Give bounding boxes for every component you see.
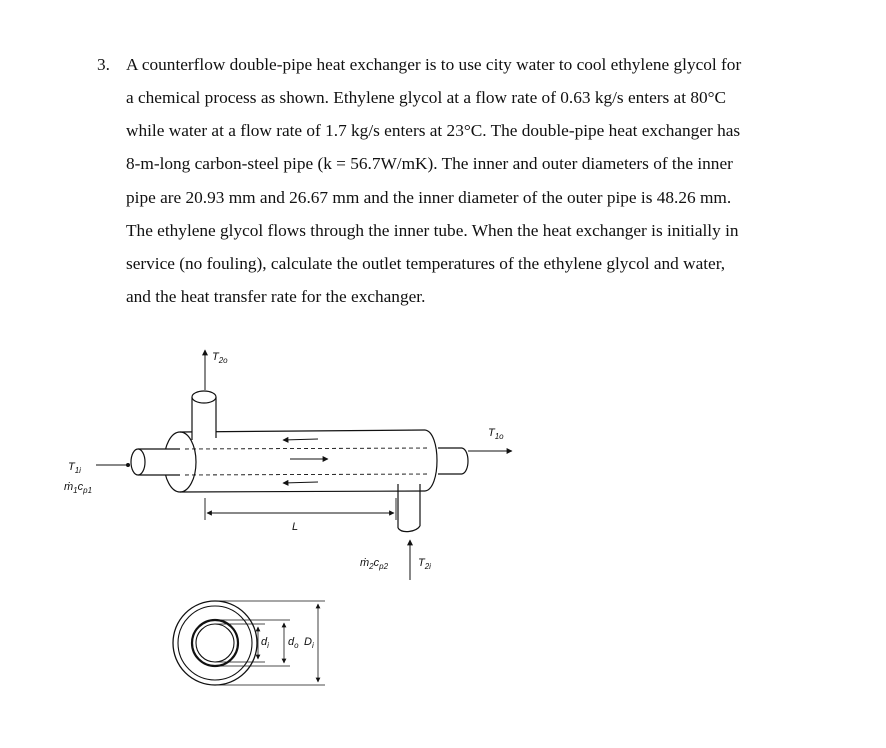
- label-T2o: $T_{2o}$: [212, 351, 228, 365]
- label-m2cp2: $ṁ_2c_{p2}$: [360, 557, 389, 571]
- label-L: L: [292, 521, 299, 533]
- problem-line-1: A counterflow double-pipe heat exchanger is to use city water to cool ethylene glycol for: [126, 55, 742, 74]
- problem-line-4: 8-m-long carbon-steel pipe (k = 56.7W/mK). The inner and outer diameters of the inner: [126, 154, 733, 173]
- problem-line-6: The ethylene glycol flows through the inner tube. When the heat exchanger is initially in: [126, 221, 739, 240]
- label-T1o: $T_{1o}$: [488, 427, 504, 441]
- problem-line-2: a chemical process as shown. Ethylene glycol at a flow rate of 0.63 kg/s enters at 80°C: [126, 88, 727, 107]
- length-dimension: [205, 498, 396, 520]
- problem-line-8: and the heat transfer rate for the exchanger.: [126, 287, 426, 306]
- fluid1-inlet-marker: [126, 463, 130, 467]
- problem-line-3: while water at a flow rate of 1.7 kg/s enters at 23°C. The double-pipe heat exchanger has: [126, 121, 741, 140]
- problem-number: 3.: [97, 55, 110, 74]
- label-di: $d_i$: [261, 636, 269, 650]
- annulus-flow-arrow-bottom: [283, 482, 318, 483]
- label-Di: $D_i$: [304, 636, 314, 650]
- problem-line-5: pipe are 20.93 mm and 26.67 mm and the inner diameter of the outer pipe is 48.26 mm.: [126, 188, 732, 207]
- label-T2i: $T_{2i}$: [418, 557, 431, 571]
- problem-line-7: service (no fouling), calculate the outlet temperatures of the ethylene glycol and water,: [126, 254, 726, 273]
- cross-section: [173, 601, 325, 685]
- label-T1i: $T_{1i}$: [68, 461, 81, 475]
- label-do: $d_o$: [288, 636, 299, 650]
- water-outlet-nozzle: [192, 391, 216, 441]
- label-m1cp1: $ṁ_1c_{p1}$: [64, 481, 93, 495]
- annulus-flow-arrow-top: [283, 439, 318, 440]
